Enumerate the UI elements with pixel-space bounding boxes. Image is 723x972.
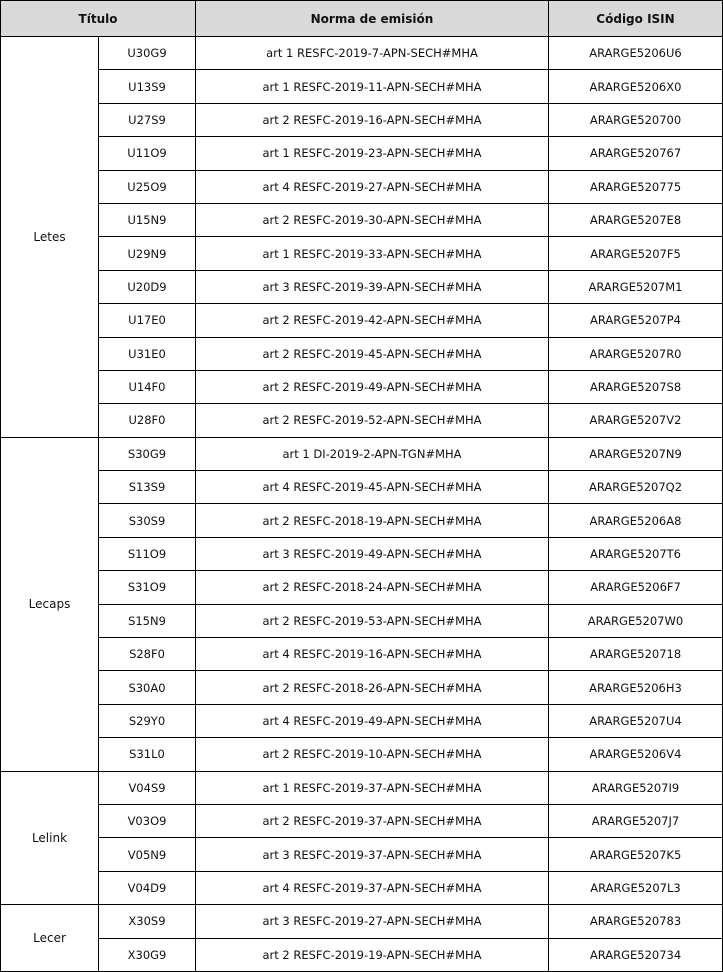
norma-cell: art 2 RESFC-2019-16-APN-SECH#MHA xyxy=(196,103,549,136)
isin-cell: ARARGE5206U6 xyxy=(549,37,723,70)
table-row xyxy=(1,70,723,103)
norma-cell: art 3 RESFC-2019-49-APN-SECH#MHA xyxy=(196,537,549,570)
norma-cell: art 1 RESFC-2019-7-APN-SECH#MHA xyxy=(196,37,549,70)
norma-cell: art 1 DI-2019-2-APN-TGN#MHA xyxy=(196,437,549,470)
norma-cell: art 2 RESFC-2019-49-APN-SECH#MHA xyxy=(196,370,549,403)
table-row xyxy=(1,471,723,504)
norma-cell: art 3 RESFC-2019-37-APN-SECH#MHA xyxy=(196,838,549,871)
security-code-cell: U29N9 xyxy=(99,237,196,270)
table-row xyxy=(1,604,723,637)
isin-cell: ARARGE5207S8 xyxy=(549,370,723,403)
norma-cell: art 2 RESFC-2018-24-APN-SECH#MHA xyxy=(196,571,549,604)
isin-cell: ARARGE520783 xyxy=(549,905,723,938)
norma-cell: art 4 RESFC-2019-45-APN-SECH#MHA xyxy=(196,471,549,504)
table-row xyxy=(1,237,723,270)
isin-cell: ARARGE520700 xyxy=(549,103,723,136)
norma-cell: art 1 RESFC-2019-11-APN-SECH#MHA xyxy=(196,70,549,103)
norma-cell: art 2 RESFC-2018-26-APN-SECH#MHA xyxy=(196,671,549,704)
table-row xyxy=(1,905,723,938)
table-row xyxy=(1,304,723,337)
security-code-cell: U30G9 xyxy=(99,37,196,70)
isin-cell: ARARGE5207W0 xyxy=(549,604,723,637)
isin-cell: ARARGE520767 xyxy=(549,137,723,170)
norma-cell: art 2 RESFC-2019-45-APN-SECH#MHA xyxy=(196,337,549,370)
table-row xyxy=(1,938,723,971)
isin-cell: ARARGE520718 xyxy=(549,638,723,671)
table-row xyxy=(1,871,723,904)
security-code-cell: S31L0 xyxy=(99,738,196,771)
isin-cell: ARARGE5206F7 xyxy=(549,571,723,604)
security-code-cell: U14F0 xyxy=(99,370,196,403)
table-row xyxy=(1,203,723,236)
security-code-cell: U28F0 xyxy=(99,404,196,437)
table-row xyxy=(1,37,723,70)
security-code-cell: U13S9 xyxy=(99,70,196,103)
table-row xyxy=(1,370,723,403)
security-code-cell: U17E0 xyxy=(99,304,196,337)
table-row xyxy=(1,571,723,604)
norma-cell: art 2 RESFC-2019-10-APN-SECH#MHA xyxy=(196,738,549,771)
norma-cell: art 4 RESFC-2019-27-APN-SECH#MHA xyxy=(196,170,549,203)
norma-cell: art 2 RESFC-2019-52-APN-SECH#MHA xyxy=(196,404,549,437)
header-isin: Código ISIN xyxy=(549,1,723,37)
table-row xyxy=(1,838,723,871)
isin-cell: ARARGE520775 xyxy=(549,170,723,203)
group-title: Letes xyxy=(1,37,99,438)
isin-cell: ARARGE5207M1 xyxy=(549,270,723,303)
table-row xyxy=(1,537,723,570)
security-code-cell: U20D9 xyxy=(99,270,196,303)
norma-cell: art 2 RESFC-2019-30-APN-SECH#MHA xyxy=(196,203,549,236)
security-code-cell: V03O9 xyxy=(99,804,196,837)
security-code-cell: U31E0 xyxy=(99,337,196,370)
isin-cell: ARARGE5207Q2 xyxy=(549,471,723,504)
security-code-cell: S31O9 xyxy=(99,571,196,604)
isin-cell: ARARGE5206H3 xyxy=(549,671,723,704)
header-norma: Norma de emisión xyxy=(196,1,549,37)
isin-cell: ARARGE5207P4 xyxy=(549,304,723,337)
security-code-cell: U27S9 xyxy=(99,103,196,136)
group-title: Lecer xyxy=(1,905,99,972)
isin-cell: ARARGE5207K5 xyxy=(549,838,723,871)
norma-cell: art 2 RESFC-2019-19-APN-SECH#MHA xyxy=(196,938,549,971)
security-code-cell: S30A0 xyxy=(99,671,196,704)
table-row xyxy=(1,704,723,737)
security-code-cell: S28F0 xyxy=(99,638,196,671)
table-row xyxy=(1,404,723,437)
table-row xyxy=(1,671,723,704)
isin-cell: ARARGE5207L3 xyxy=(549,871,723,904)
security-code-cell: X30S9 xyxy=(99,905,196,938)
table-row xyxy=(1,137,723,170)
security-code-cell: S11O9 xyxy=(99,537,196,570)
group-title: Lelink xyxy=(1,771,99,905)
norma-cell: art 2 RESFC-2019-42-APN-SECH#MHA xyxy=(196,304,549,337)
table-row xyxy=(1,103,723,136)
security-code-cell: V05N9 xyxy=(99,838,196,871)
norma-cell: art 2 RESFC-2019-37-APN-SECH#MHA xyxy=(196,804,549,837)
norma-cell: art 3 RESFC-2019-27-APN-SECH#MHA xyxy=(196,905,549,938)
security-code-cell: S15N9 xyxy=(99,604,196,637)
table-row xyxy=(1,504,723,537)
isin-cell: ARARGE5207I9 xyxy=(549,771,723,804)
norma-cell: art 1 RESFC-2019-37-APN-SECH#MHA xyxy=(196,771,549,804)
isin-cell: ARARGE5206A8 xyxy=(549,504,723,537)
isin-cell: ARARGE5207U4 xyxy=(549,704,723,737)
table-row xyxy=(1,337,723,370)
norma-cell: art 3 RESFC-2019-39-APN-SECH#MHA xyxy=(196,270,549,303)
norma-cell: art 4 RESFC-2019-16-APN-SECH#MHA xyxy=(196,638,549,671)
norma-cell: art 4 RESFC-2019-37-APN-SECH#MHA xyxy=(196,871,549,904)
isin-cell: ARARGE5207T6 xyxy=(549,537,723,570)
table-row xyxy=(1,270,723,303)
security-code-cell: S13S9 xyxy=(99,471,196,504)
security-code-cell: X30G9 xyxy=(99,938,196,971)
isin-cell: ARARGE5207N9 xyxy=(549,437,723,470)
norma-cell: art 4 RESFC-2019-49-APN-SECH#MHA xyxy=(196,704,549,737)
norma-cell: art 1 RESFC-2019-33-APN-SECH#MHA xyxy=(196,237,549,270)
security-code-cell: U15N9 xyxy=(99,203,196,236)
isin-cell: ARARGE520734 xyxy=(549,938,723,971)
norma-cell: art 2 RESFC-2018-19-APN-SECH#MHA xyxy=(196,504,549,537)
isin-cell: ARARGE5207R0 xyxy=(549,337,723,370)
norma-cell: art 2 RESFC-2019-53-APN-SECH#MHA xyxy=(196,604,549,637)
security-code-cell: U25O9 xyxy=(99,170,196,203)
security-code-cell: S29Y0 xyxy=(99,704,196,737)
isin-cell: ARARGE5207E8 xyxy=(549,203,723,236)
security-code-cell: S30S9 xyxy=(99,504,196,537)
table-row xyxy=(1,804,723,837)
isin-cell: ARARGE5207V2 xyxy=(549,404,723,437)
table-row xyxy=(1,738,723,771)
norma-cell: art 1 RESFC-2019-23-APN-SECH#MHA xyxy=(196,137,549,170)
group-title: Lecaps xyxy=(1,437,99,771)
security-code-cell: V04D9 xyxy=(99,871,196,904)
table-body xyxy=(1,37,723,972)
isin-cell: ARARGE5206X0 xyxy=(549,70,723,103)
header-titulo: Título xyxy=(1,1,196,37)
header-row xyxy=(1,1,723,37)
table-row xyxy=(1,437,723,470)
isin-cell: ARARGE5207J7 xyxy=(549,804,723,837)
security-code-cell: S30G9 xyxy=(99,437,196,470)
table-row xyxy=(1,638,723,671)
isin-cell: ARARGE5206V4 xyxy=(549,738,723,771)
table-row xyxy=(1,170,723,203)
security-code-cell: V04S9 xyxy=(99,771,196,804)
isin-cell: ARARGE5207F5 xyxy=(549,237,723,270)
table-row xyxy=(1,771,723,804)
security-code-cell: U11O9 xyxy=(99,137,196,170)
